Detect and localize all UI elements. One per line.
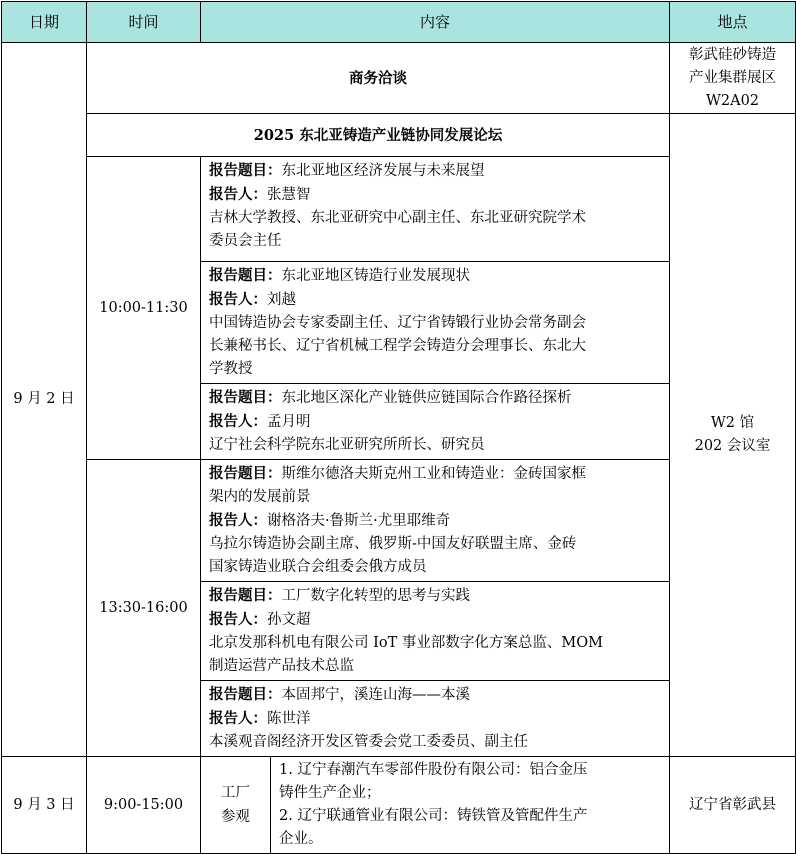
day2-row (2, 757, 796, 854)
location-line: 彰武硅砂铸造 (689, 46, 777, 63)
talk-item: 报告题目：工厂数字化转型的思考与实践 报告人：孙文超 北京发那科机电有限公司 IoT 事业部数字化方案总监、MOM 制造运营产品技术总监 (201, 582, 670, 681)
session1-time: 10:00-11:30 (87, 157, 201, 460)
header-location: 地点 (670, 2, 796, 43)
location-line: 202 会议室 (694, 438, 771, 454)
talk-item: 报告题目：东北地区深化产业链供应链国际合作路径探析 报告人：孟月明 辽宁社会科学院东北亚研究所所长、研究员 (201, 384, 670, 460)
day2-time: 9:00-15:00 (87, 757, 201, 854)
location-line: W2A02 (705, 92, 760, 109)
schedule-table (1, 1, 796, 854)
day2-location: 辽宁省彰武县 (670, 757, 796, 854)
forum-row (2, 114, 796, 157)
talk-item: 报告题目：本固邦宁，溪连山海——本溪 报告人：陈世洋 本溪观音阁经济开发区管委会党工委委员、副主任 (201, 681, 670, 757)
forum-title: 2025 东北亚铸造产业链协同发展论坛 (87, 114, 670, 157)
session2-time: 13:30-16:00 (87, 460, 201, 757)
business-title: 商务洽谈 (87, 43, 670, 114)
business-row (2, 43, 796, 114)
location-line: 产业集群展区 (689, 69, 777, 86)
visit-list: 1. 辽宁春潮汽车零部件股份有限公司：铝合金压 铸件生产企业； 2. 辽宁联通管业有限公司：铸铁管及管配件生产 企业。 (271, 757, 670, 854)
location-line: W2 馆 (710, 415, 755, 431)
header-row (2, 2, 796, 43)
talk-item: 报告题目：东北亚地区铸造行业发展现状 报告人：刘越 中国铸造协会专家委副主任、辽宁省铸锻行业协会常务副会 长兼秘书长、辽宁省机械工程学会铸造分会理事长、东北大 学教授 (201, 262, 670, 384)
talk-item: 报告题目：东北亚地区经济发展与未来展望 报告人：张慧智 吉林大学教授、东北亚研究中心副主任、东北亚研究院学术 委员会主任 (201, 157, 670, 262)
business-location (670, 43, 796, 114)
header-date: 日期 (2, 2, 87, 43)
day2-date: 9 月 3 日 (2, 757, 87, 854)
visit-label: 工厂 参观 (201, 757, 271, 854)
header-time: 时间 (87, 2, 201, 43)
visit-item: 2. 辽宁联通管业有限公司：铸铁管及管配件生产 (279, 808, 588, 824)
talk-item: 报告题目：斯维尔德洛夫斯克州工业和铸造业：金砖国家框 架内的发展前景 报告人：谢格洛夫·鲁斯兰·尤里耶维奇 乌拉尔铸造协会副主席、俄罗斯-中国友好联盟主席、金砖 国家铸造业联合会组委会俄方成员 (201, 460, 670, 582)
day1-date: 9 月 2 日 (2, 43, 87, 757)
header-content: 内容 (201, 2, 670, 43)
forum-location (670, 114, 796, 757)
visit-item: 1. 辽宁春潮汽车零部件股份有限公司：铝合金压 (279, 762, 588, 778)
